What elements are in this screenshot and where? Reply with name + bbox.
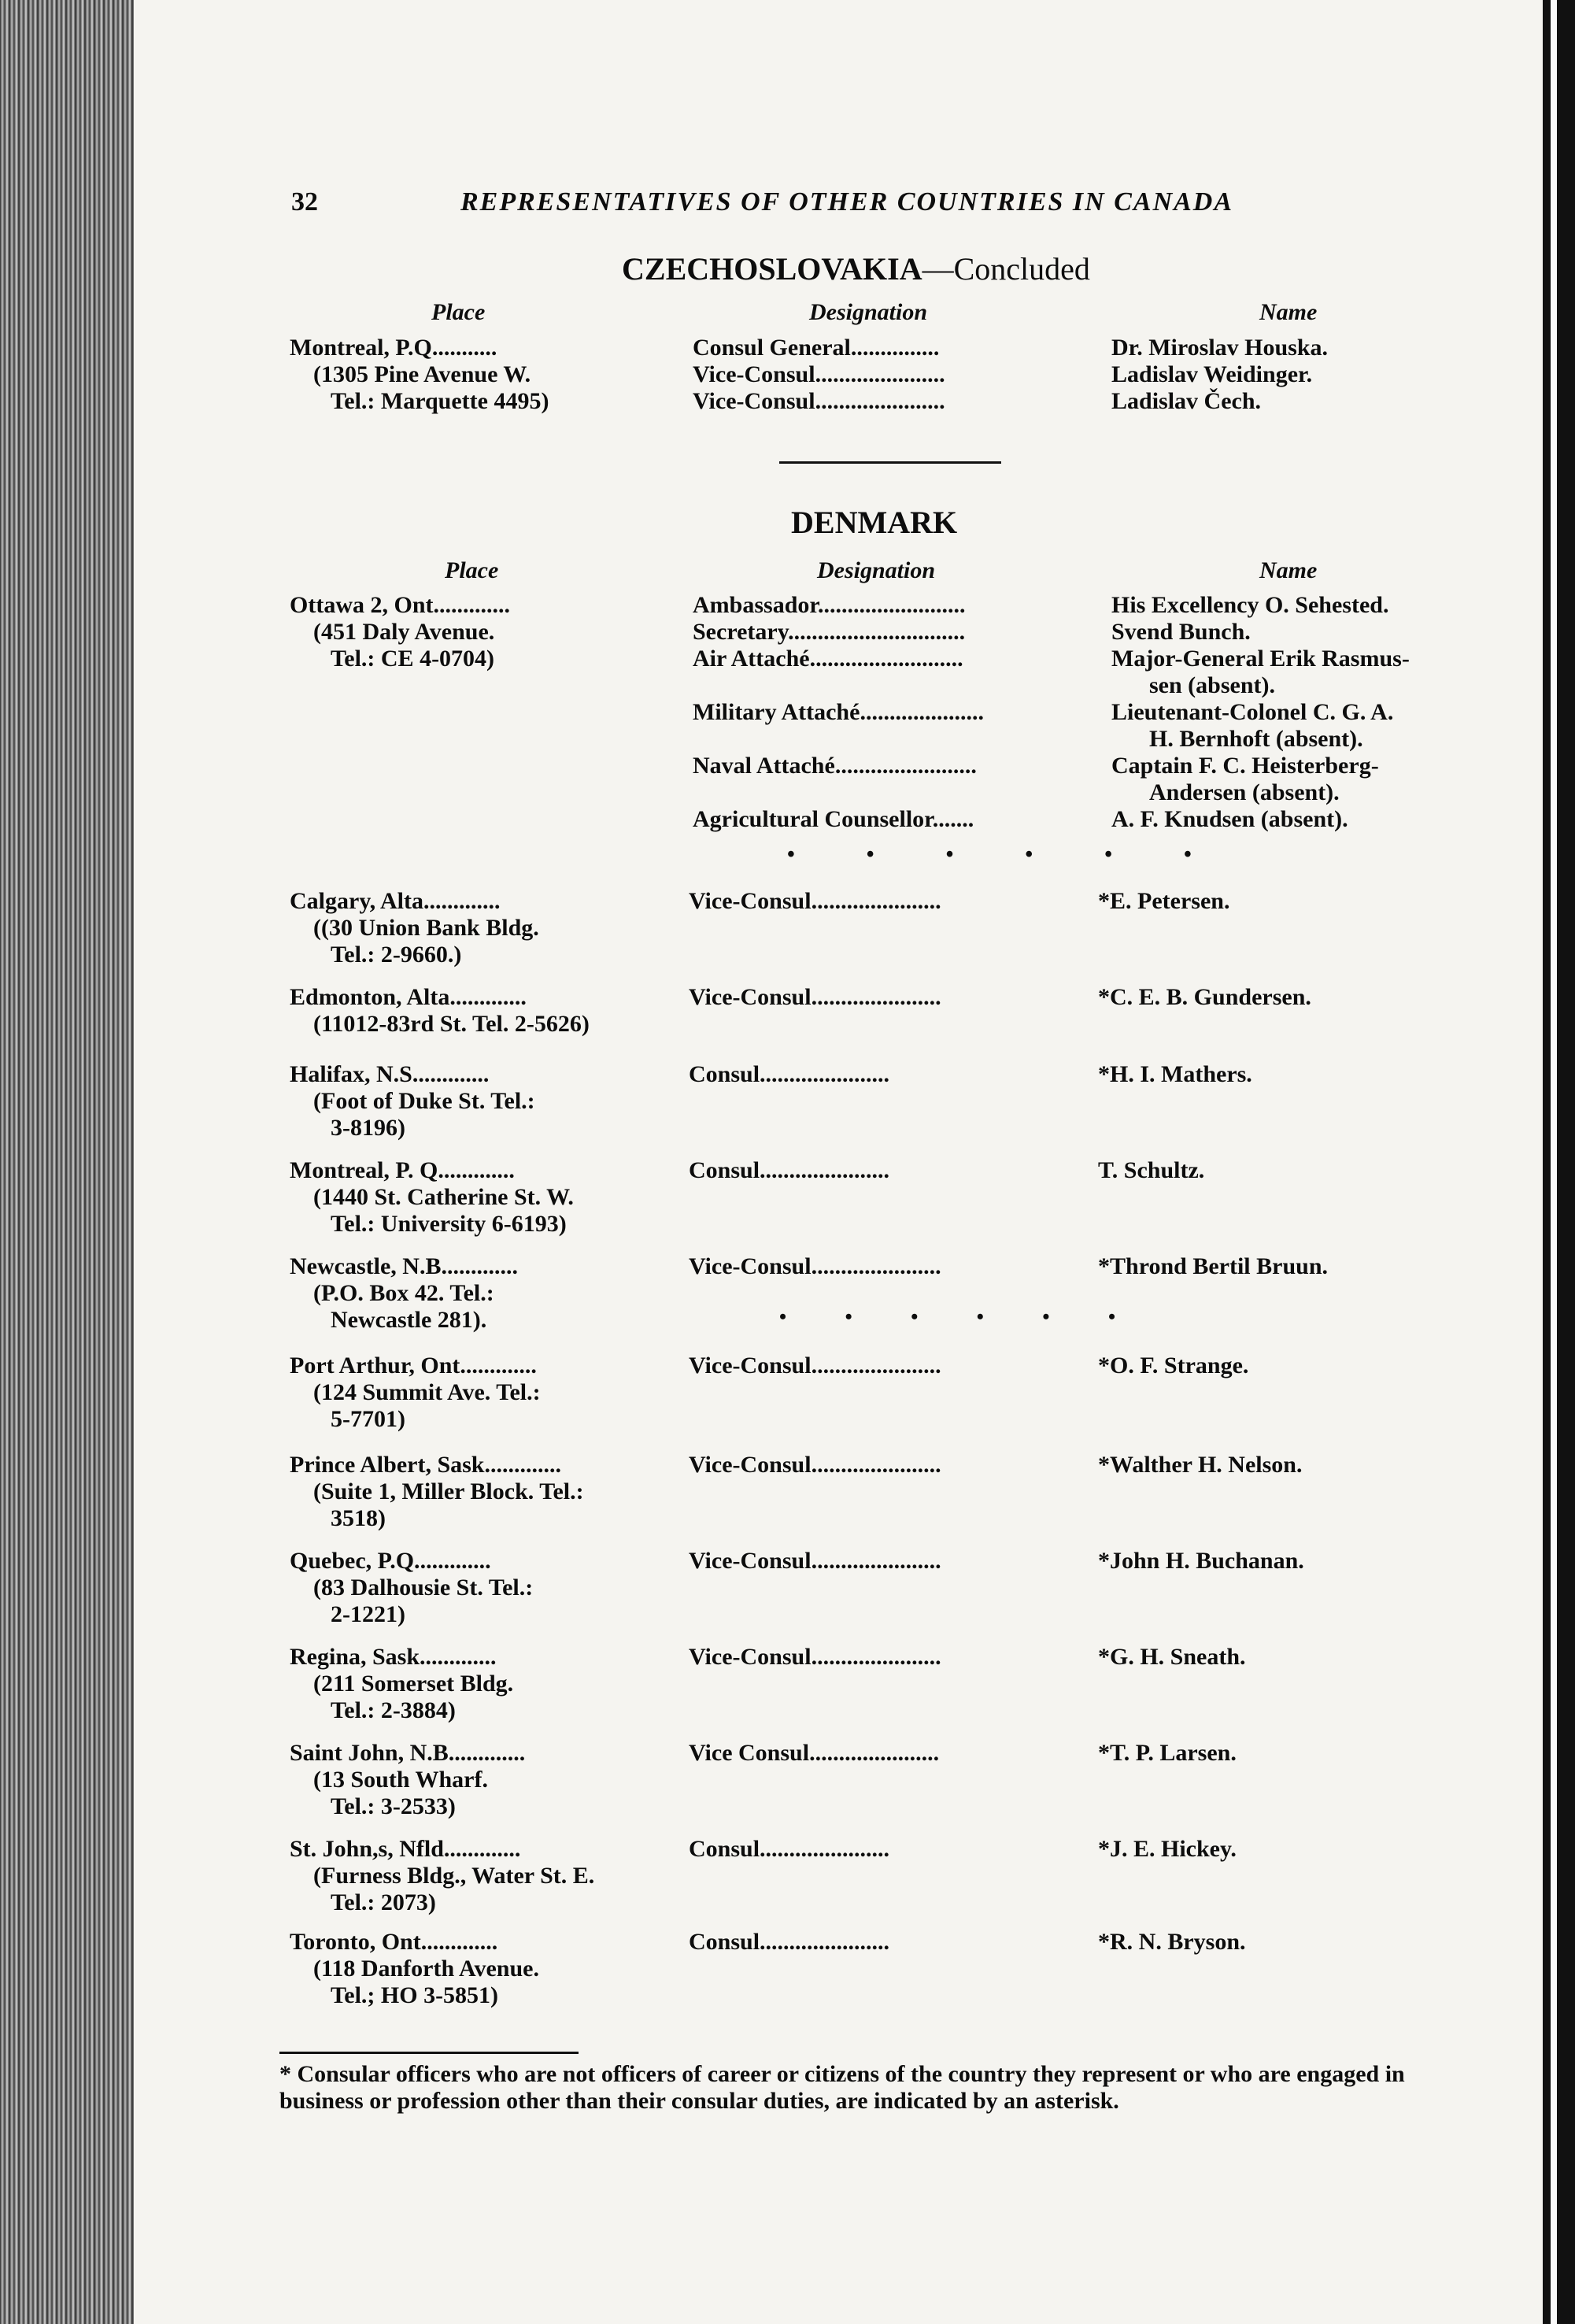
official-name: *T. P. Larsen. [1098, 1740, 1237, 1766]
designation: Vice Consul...................... [689, 1740, 940, 1766]
place-telephone: Tel.; HO 3-5851) [331, 1982, 499, 2008]
place-address: (124 Summit Ave. Tel.: [313, 1379, 541, 1405]
place-telephone: Tel.: 2-9660.) [331, 942, 462, 968]
official-name: *R. N. Bryson. [1098, 1929, 1246, 1955]
place-address: (1305 Pine Avenue W. [313, 361, 531, 387]
scan-right-border [1543, 0, 1575, 2324]
place-telephone: 5-7701) [331, 1406, 405, 1432]
place-telephone: Newcastle 281). [331, 1307, 487, 1333]
official-name: Ladislav Weidinger. [1111, 361, 1313, 387]
designation: Vice-Consul...................... [689, 1253, 941, 1279]
place-telephone: Tel.: 2073) [331, 1889, 436, 1915]
place-address: (Foot of Duke St. Tel.: [313, 1088, 535, 1114]
official-name: *G. H. Sneath. [1098, 1644, 1246, 1670]
place-name: St. John,s, Nfld............. [290, 1836, 521, 1862]
official-name: Svend Bunch. [1111, 619, 1251, 645]
place-address: (451 Daly Avenue. [313, 619, 495, 645]
official-name: *H. I. Mathers. [1098, 1061, 1252, 1087]
place-telephone: Tel.: Marquette 4495) [331, 388, 549, 414]
column-header-place: Place [445, 557, 499, 583]
designation: Vice-Consul...................... [689, 888, 941, 914]
designation: Vice-Consul...................... [689, 1452, 941, 1478]
place-name: Regina, Sask............. [290, 1644, 497, 1670]
place-name: Toronto, Ont............. [290, 1929, 498, 1955]
ornament-dots: • • • • • • [787, 842, 1225, 867]
section-heading-czechoslovakia: CZECHOSLOVAKIA—Concluded [622, 251, 1090, 287]
official-name: *John H. Buchanan. [1098, 1548, 1304, 1574]
place-address: (83 Dalhousie St. Tel.: [313, 1575, 534, 1601]
column-header-designation: Designation [817, 557, 936, 583]
place-address: (Furness Bldg., Water St. E. [313, 1863, 595, 1889]
designation: Vice-Consul...................... [689, 1353, 941, 1378]
designation: Agricultural Counsellor....... [693, 806, 974, 832]
footnote-rule [279, 2052, 579, 2054]
column-header-name: Name [1259, 557, 1318, 583]
place-address: (11012-83rd St. Tel. 2-5626) [313, 1011, 590, 1037]
designation: Ambassador......................... [693, 592, 966, 618]
official-name: *C. E. B. Gundersen. [1098, 984, 1311, 1010]
place-name: Prince Albert, Sask............. [290, 1452, 561, 1478]
designation: Military Attaché..................... [693, 699, 984, 725]
column-header-name: Name [1259, 299, 1318, 325]
place-address: (1440 St. Catherine St. W. [313, 1184, 574, 1210]
place-telephone: Tel.: CE 4-0704) [331, 646, 495, 672]
official-name-continued: Andersen (absent). [1149, 779, 1340, 805]
place-address: (211 Somerset Bldg. [313, 1671, 514, 1697]
column-header-place: Place [431, 299, 486, 325]
page-number: 32 [291, 187, 318, 216]
designation: Vice-Consul...................... [689, 1644, 941, 1670]
designation: Vice-Consul...................... [689, 984, 941, 1010]
official-name: Ladislav Čech. [1111, 388, 1262, 414]
designation: Vice-Consul...................... [693, 361, 945, 387]
official-name: Captain F. C. Heisterberg- [1111, 753, 1379, 779]
section-divider [779, 461, 1001, 464]
official-name: His Excellency O. Sehested. [1111, 592, 1389, 618]
designation: Secretary.............................. [693, 619, 966, 645]
place-telephone: Tel.: 3-2533) [331, 1793, 456, 1819]
place-telephone: Tel.: 2-3884) [331, 1697, 456, 1723]
place-address: ((30 Union Bank Bldg. [313, 915, 539, 941]
place-name: Ottawa 2, Ont............. [290, 592, 510, 618]
scan-left-border [0, 0, 134, 2324]
official-name: *Walther H. Nelson. [1098, 1452, 1303, 1478]
official-name: *E. Petersen. [1098, 888, 1230, 914]
running-header: REPRESENTATIVES OF OTHER COUNTRIES IN CANADA [460, 187, 1234, 216]
designation: Consul...................... [689, 1929, 890, 1955]
column-header-designation: Designation [809, 299, 928, 325]
designation: Consul...................... [689, 1061, 890, 1087]
section-heading-denmark: DENMARK [791, 505, 958, 540]
place-telephone: 2-1221) [331, 1601, 405, 1627]
place-address: (P.O. Box 42. Tel.: [313, 1280, 494, 1306]
official-name: *O. F. Strange. [1098, 1353, 1249, 1378]
official-name: T. Schultz. [1098, 1157, 1205, 1183]
official-name: A. F. Knudsen (absent). [1111, 806, 1348, 832]
place-telephone: Tel.: University 6-6193) [331, 1211, 567, 1237]
designation: Vice-Consul...................... [689, 1548, 941, 1574]
designation: Naval Attaché........................ [693, 753, 977, 779]
official-name: Dr. Miroslav Houska. [1111, 335, 1329, 361]
official-name: Major-General Erik Rasmus- [1111, 646, 1410, 672]
place-address: (Suite 1, Miller Block. Tel.: [313, 1478, 584, 1504]
place-name: Quebec, P.Q............. [290, 1548, 491, 1574]
place-name: Edmonton, Alta............. [290, 984, 527, 1010]
official-name: Lieutenant-Colonel C. G. A. [1111, 699, 1394, 725]
place-name: Port Arthur, Ont............. [290, 1353, 537, 1378]
designation: Vice-Consul...................... [693, 388, 945, 414]
place-name: Calgary, Alta............. [290, 888, 501, 914]
designation: Consul...................... [689, 1836, 890, 1862]
official-name: *J. E. Hickey. [1098, 1836, 1237, 1862]
place-telephone: 3-8196) [331, 1115, 405, 1141]
place-name: Montreal, P. Q............. [290, 1157, 515, 1183]
official-name-continued: H. Bernhoft (absent). [1149, 726, 1363, 752]
official-name-continued: sen (absent). [1149, 672, 1276, 698]
designation: Air Attaché.......................... [693, 646, 963, 672]
place-name: Saint John, N.B............. [290, 1740, 526, 1766]
place-name: Halifax, N.S............. [290, 1061, 490, 1087]
place-address: (13 South Wharf. [313, 1767, 488, 1793]
ornament-dots: • • • • • • [779, 1305, 1143, 1328]
designation: Consul General............... [693, 335, 940, 361]
place-telephone: 3518) [331, 1505, 386, 1531]
footnote: * Consular officers who are not officers of career or citizens of the country they represent or who are engaged in business or profession other than their consular duties, are indicated by an asterisk. [279, 2061, 1405, 2114]
place-name: Montreal, P.Q........... [290, 335, 497, 361]
official-name: *Thrond Bertil Bruun. [1098, 1253, 1329, 1279]
designation: Consul...................... [689, 1157, 890, 1183]
place-name: Newcastle, N.B............. [290, 1253, 518, 1279]
place-address: (118 Danforth Avenue. [313, 1956, 539, 1982]
